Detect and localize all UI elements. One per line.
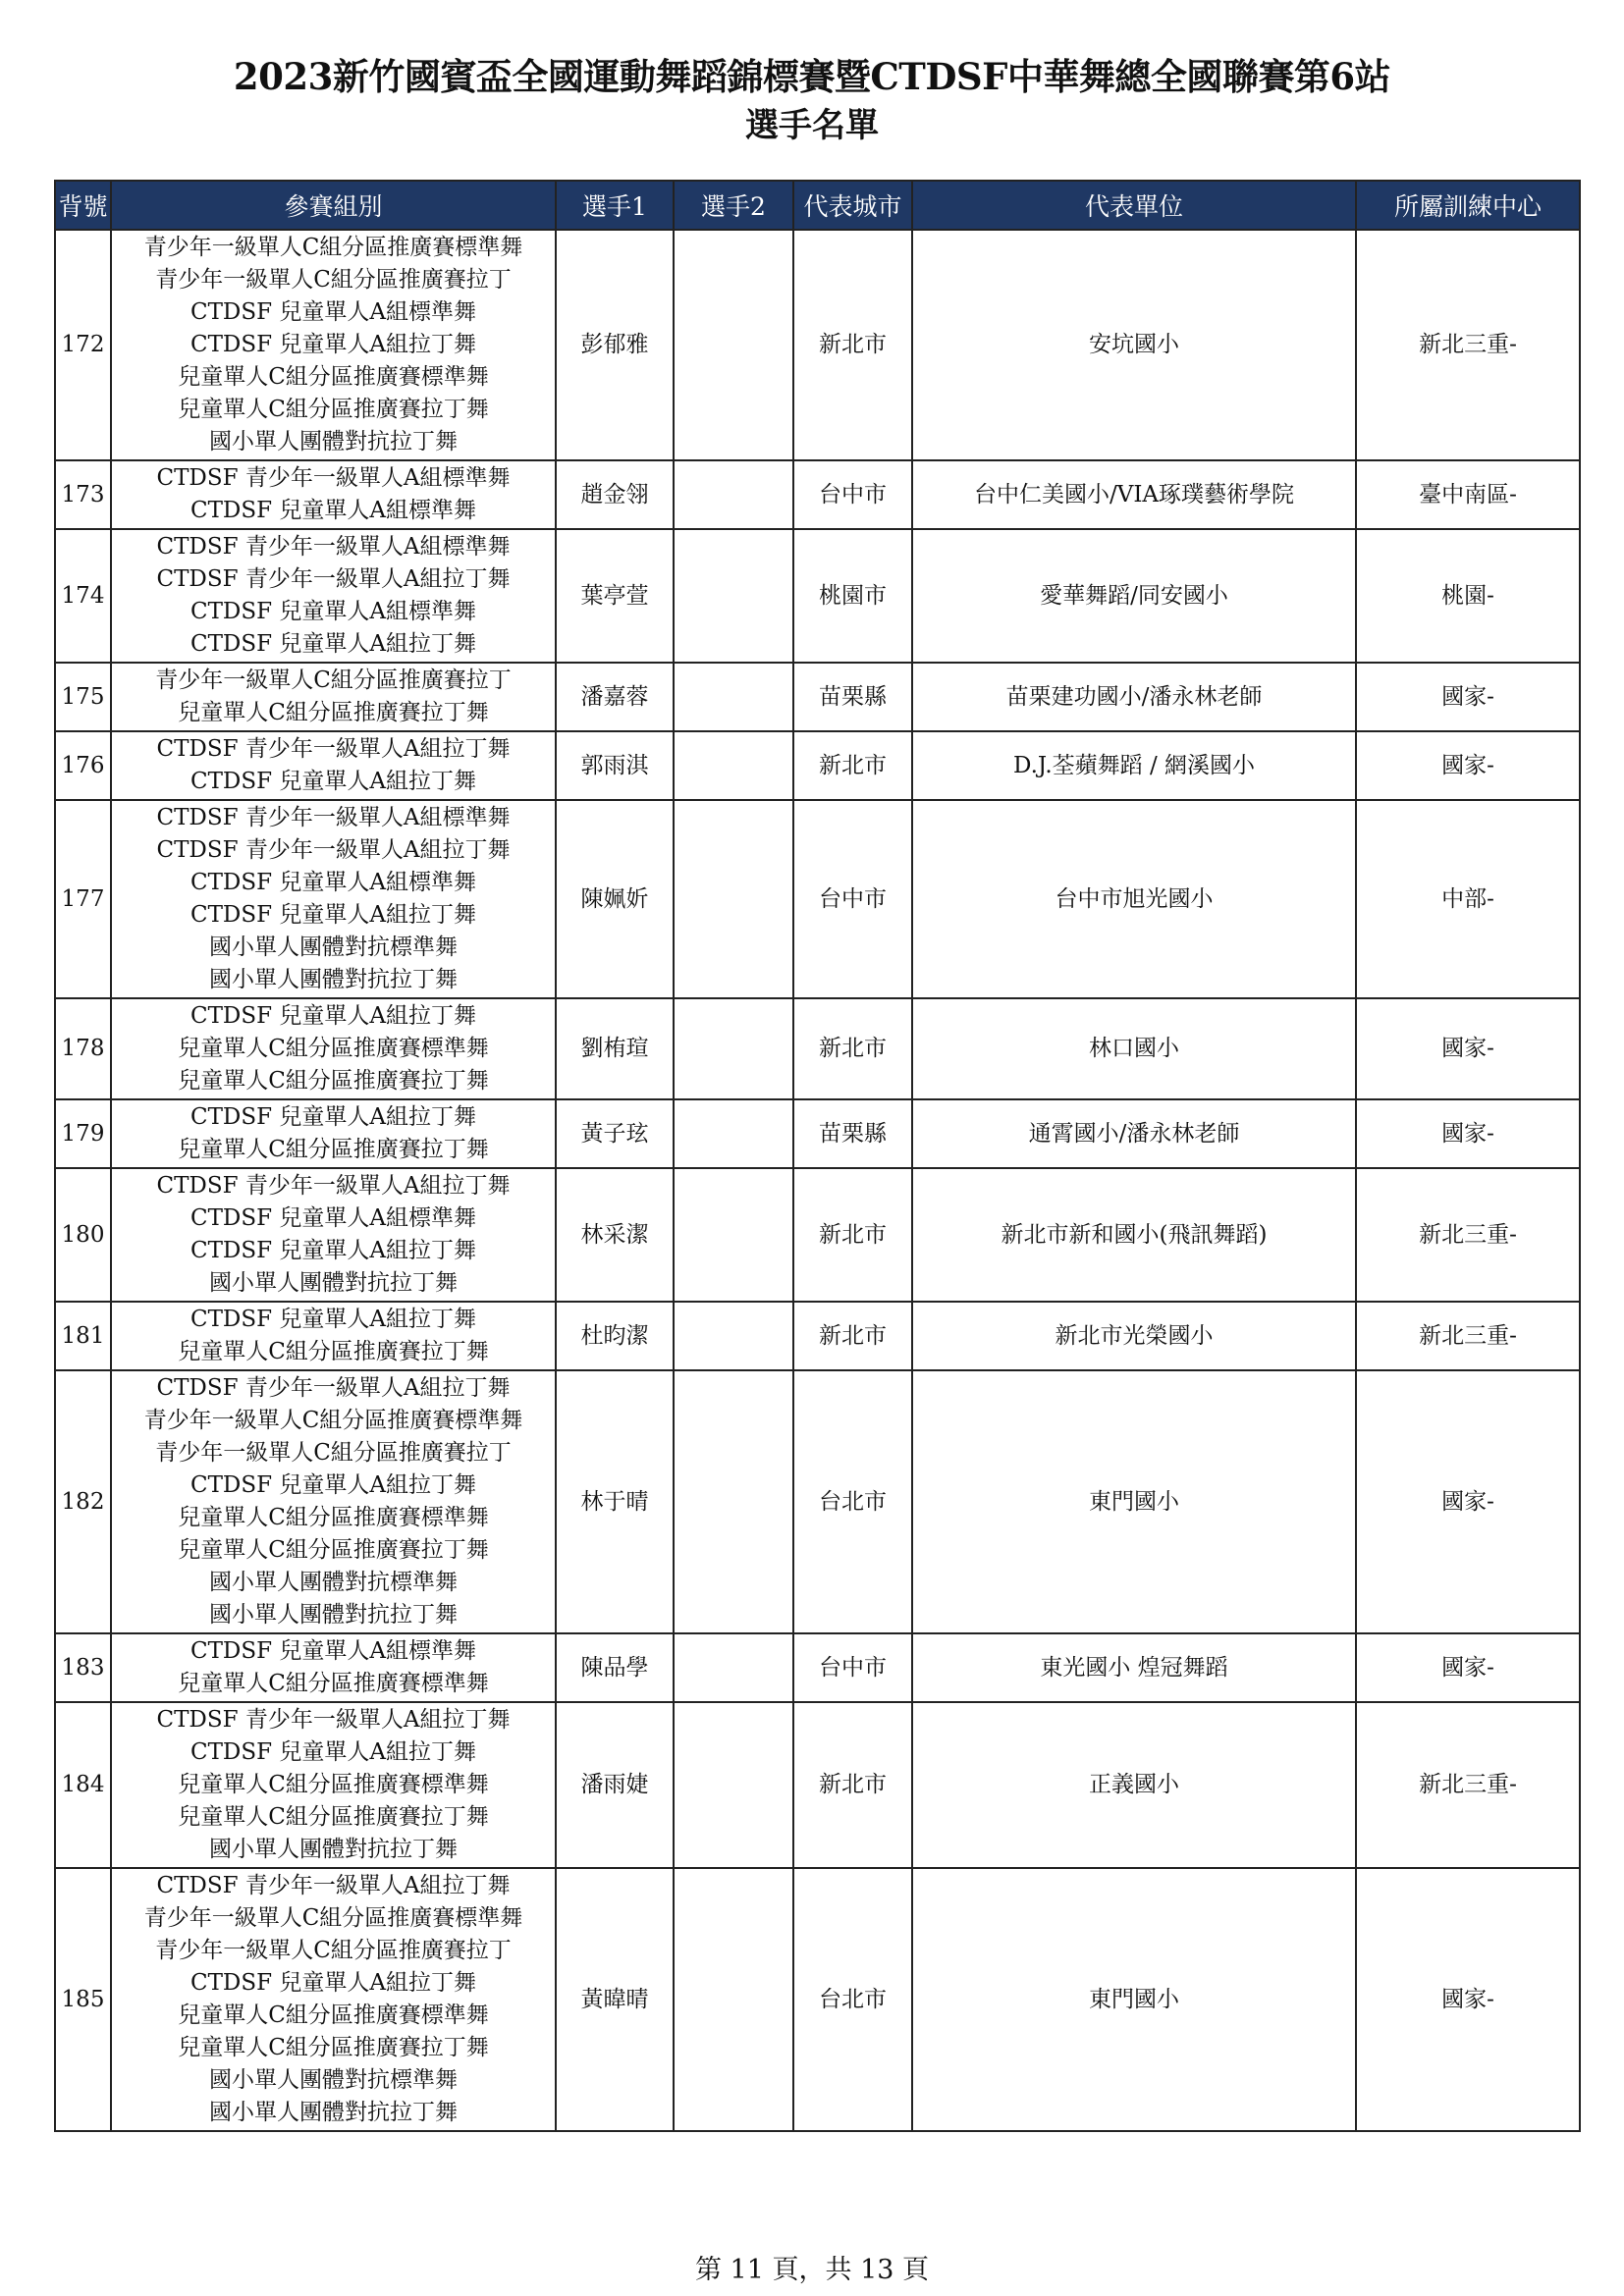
player1-cell: 彭郁雅 xyxy=(556,230,674,460)
category-line: CTDSF 兒童單人A組拉丁舞 xyxy=(189,769,476,794)
category-line: CTDSF 兒童單人A組拉丁舞 xyxy=(189,902,476,928)
column-header-city: 代表城市 xyxy=(793,181,912,230)
category-line: CTDSF 青少年一級單人A組標準舞 xyxy=(156,534,511,560)
table-row xyxy=(55,1370,1580,1633)
city-cell: 苗栗縣 xyxy=(793,663,912,731)
city-cell: 台北市 xyxy=(793,1370,912,1633)
unit-cell: 林口國小 xyxy=(912,998,1356,1099)
table-row xyxy=(55,460,1580,529)
player2-cell xyxy=(674,1868,793,2131)
bib-cell: 185 xyxy=(55,1868,111,2131)
page-number: 第 11 頁，共 13 頁 xyxy=(694,2255,930,2285)
category-line: 兒童單人C組分區推廣賽拉丁舞 xyxy=(178,2035,489,2060)
bib-cell: 178 xyxy=(55,998,111,1099)
player1-cell: 林于晴 xyxy=(556,1370,674,1633)
center-cell: 國家- xyxy=(1356,1633,1580,1702)
category-line: 兒童單人C組分區推廣賽標準舞 xyxy=(178,364,489,390)
city-cell: 台中市 xyxy=(793,460,912,529)
player2-cell xyxy=(674,1633,793,1702)
category-line: CTDSF 兒童單人A組拉丁舞 xyxy=(189,1003,476,1029)
category-line: CTDSF 兒童單人A組拉丁舞 xyxy=(189,1739,476,1765)
column-header-category: 參賽組別 xyxy=(111,181,556,230)
player1-cell: 林采潔 xyxy=(556,1168,674,1302)
column-header-unit: 代表單位 xyxy=(912,181,1356,230)
city-cell: 新北市 xyxy=(793,1168,912,1302)
column-header-bib: 背號 xyxy=(55,181,111,230)
bib-cell: 182 xyxy=(55,1370,111,1633)
category-line: 兒童單人C組分區推廣賽標準舞 xyxy=(178,2002,489,2028)
player2-cell xyxy=(674,663,793,731)
roster-table xyxy=(54,180,1581,2132)
unit-cell: 新北市光榮國小 xyxy=(912,1302,1356,1370)
player2-cell xyxy=(674,998,793,1099)
category-line: 兒童單人C組分區推廣賽拉丁舞 xyxy=(178,1537,489,1563)
unit-cell: 台中市旭光國小 xyxy=(912,800,1356,998)
player2-cell xyxy=(674,230,793,460)
category-cell xyxy=(111,998,556,1099)
center-cell: 國家- xyxy=(1356,1099,1580,1168)
unit-cell: 苗栗建功國小/潘永林老師 xyxy=(912,663,1356,731)
table-row xyxy=(55,1168,1580,1302)
category-line: 兒童單人C組分區推廣賽拉丁舞 xyxy=(178,1137,489,1162)
category-line: 國小單人團體對抗拉丁舞 xyxy=(209,1602,458,1628)
bib-cell: 180 xyxy=(55,1168,111,1302)
player1-cell: 陳姵妡 xyxy=(556,800,674,998)
player2-cell xyxy=(674,1168,793,1302)
table-row xyxy=(55,663,1580,731)
bib-cell: 179 xyxy=(55,1099,111,1168)
table-row xyxy=(55,1633,1580,1702)
city-cell: 新北市 xyxy=(793,1702,912,1868)
page-title: 2023新竹國賓盃全國運動舞蹈錦標賽暨CTDSF中華舞總全國聯賽第6站 xyxy=(233,55,1391,98)
category-line: CTDSF 兒童單人A組標準舞 xyxy=(189,498,476,523)
category-line: CTDSF 兒童單人A組拉丁舞 xyxy=(189,332,476,357)
category-line: 國小單人團體對抗拉丁舞 xyxy=(209,1270,458,1296)
player2-cell xyxy=(674,731,793,800)
center-cell: 國家- xyxy=(1356,663,1580,731)
bib-cell: 172 xyxy=(55,230,111,460)
category-cell xyxy=(111,731,556,800)
category-line: CTDSF 青少年一級單人A組標準舞 xyxy=(156,465,511,491)
category-cell xyxy=(111,1168,556,1302)
table-row xyxy=(55,529,1580,663)
category-line: 國小單人團體對抗拉丁舞 xyxy=(209,429,458,454)
unit-cell: 新北市新和國小(飛訊舞蹈) xyxy=(912,1168,1356,1302)
category-line: CTDSF 兒童單人A組拉丁舞 xyxy=(189,1104,476,1130)
category-line: CTDSF 兒童單人A組拉丁舞 xyxy=(189,1238,476,1263)
category-line: 國小單人團體對抗標準舞 xyxy=(209,2067,458,2093)
unit-cell: 正義國小 xyxy=(912,1702,1356,1868)
center-cell: 新北三重- xyxy=(1356,230,1580,460)
player1-cell: 葉亭萱 xyxy=(556,529,674,663)
player1-cell: 潘嘉蓉 xyxy=(556,663,674,731)
city-cell: 新北市 xyxy=(793,998,912,1099)
center-cell: 國家- xyxy=(1356,998,1580,1099)
unit-cell: 愛華舞蹈/同安國小 xyxy=(912,529,1356,663)
page-subtitle: 選手名單 xyxy=(745,106,879,145)
category-line: CTDSF 兒童單人A組標準舞 xyxy=(189,599,476,624)
table-row xyxy=(55,800,1580,998)
category-line: 兒童單人C組分區推廣賽拉丁舞 xyxy=(178,1339,489,1364)
unit-cell: 台中仁美國小/VIA琢璞藝術學院 xyxy=(912,460,1356,529)
category-line: CTDSF 兒童單人A組拉丁舞 xyxy=(189,1307,476,1332)
category-line: 兒童單人C組分區推廣賽標準舞 xyxy=(178,1036,489,1061)
table-body xyxy=(55,230,1580,2131)
category-line: 青少年一級單人C組分區推廣賽拉丁 xyxy=(155,1440,512,1466)
player2-cell xyxy=(674,529,793,663)
bib-cell: 177 xyxy=(55,800,111,998)
unit-cell: 東光國小 煌冠舞蹈 xyxy=(912,1633,1356,1702)
player1-cell: 潘雨婕 xyxy=(556,1702,674,1868)
category-line: CTDSF 兒童單人A組拉丁舞 xyxy=(189,631,476,657)
center-cell: 臺中南區- xyxy=(1356,460,1580,529)
table-row xyxy=(55,731,1580,800)
city-cell: 桃園市 xyxy=(793,529,912,663)
table-row xyxy=(55,1099,1580,1168)
category-cell xyxy=(111,1868,556,2131)
category-line: 兒童單人C組分區推廣賽標準舞 xyxy=(178,1505,489,1530)
player1-cell: 黃子玹 xyxy=(556,1099,674,1168)
bib-cell: 183 xyxy=(55,1633,111,1702)
category-line: CTDSF 青少年一級單人A組拉丁舞 xyxy=(156,1873,511,1898)
player1-cell: 陳品學 xyxy=(556,1633,674,1702)
center-cell: 桃園- xyxy=(1356,529,1580,663)
table-row xyxy=(55,1868,1580,2131)
center-cell: 新北三重- xyxy=(1356,1702,1580,1868)
city-cell: 台中市 xyxy=(793,1633,912,1702)
unit-cell: 東門國小 xyxy=(912,1370,1356,1633)
category-line: 青少年一級單人C組分區推廣賽拉丁 xyxy=(155,1938,512,1963)
category-line: 兒童單人C組分區推廣賽拉丁舞 xyxy=(178,397,489,422)
unit-cell: 東門國小 xyxy=(912,1868,1356,2131)
player1-cell: 杜昀潔 xyxy=(556,1302,674,1370)
category-cell xyxy=(111,1099,556,1168)
category-line: CTDSF 兒童單人A組標準舞 xyxy=(189,1638,476,1664)
category-cell xyxy=(111,800,556,998)
category-line: CTDSF 青少年一級單人A組拉丁舞 xyxy=(156,1173,511,1199)
category-line: CTDSF 青少年一級單人A組標準舞 xyxy=(156,805,511,830)
category-line: 青少年一級單人C組分區推廣賽拉丁 xyxy=(155,667,512,693)
table-row xyxy=(55,1702,1580,1868)
category-line: 國小單人團體對抗拉丁舞 xyxy=(209,1837,458,1862)
center-cell: 國家- xyxy=(1356,1868,1580,2131)
unit-cell: D.J.荃蘋舞蹈 / 網溪國小 xyxy=(912,731,1356,800)
category-line: CTDSF 青少年一級單人A組拉丁舞 xyxy=(156,837,511,863)
category-line: 兒童單人C組分區推廣賽拉丁舞 xyxy=(178,700,489,725)
category-cell xyxy=(111,460,556,529)
category-line: CTDSF 兒童單人A組標準舞 xyxy=(189,870,476,895)
city-cell: 新北市 xyxy=(793,1302,912,1370)
category-line: 國小單人團體對抗拉丁舞 xyxy=(209,967,458,992)
player2-cell xyxy=(674,460,793,529)
category-line: CTDSF 兒童單人A組拉丁舞 xyxy=(189,1970,476,1996)
category-line: 兒童單人C組分區推廣賽標準舞 xyxy=(178,1671,489,1696)
player1-cell: 劉栯瑄 xyxy=(556,998,674,1099)
category-line: 兒童單人C組分區推廣賽拉丁舞 xyxy=(178,1068,489,1094)
category-cell xyxy=(111,663,556,731)
category-line: CTDSF 青少年一級單人A組拉丁舞 xyxy=(156,566,511,592)
category-cell xyxy=(111,1302,556,1370)
bib-cell: 173 xyxy=(55,460,111,529)
player2-cell xyxy=(674,800,793,998)
category-line: CTDSF 青少年一級單人A組拉丁舞 xyxy=(156,736,511,762)
column-header-center: 所屬訓練中心 xyxy=(1356,181,1580,230)
table-row xyxy=(55,230,1580,460)
category-line: 兒童單人C組分區推廣賽標準舞 xyxy=(178,1772,489,1797)
category-line: CTDSF 兒童單人A組標準舞 xyxy=(189,299,476,325)
player2-cell xyxy=(674,1702,793,1868)
category-line: 國小單人團體對抗拉丁舞 xyxy=(209,2100,458,2125)
bib-cell: 181 xyxy=(55,1302,111,1370)
player1-cell: 趙金翎 xyxy=(556,460,674,529)
bib-cell: 184 xyxy=(55,1702,111,1868)
player2-cell xyxy=(674,1302,793,1370)
column-header-player2: 選手2 xyxy=(674,181,793,230)
bib-cell: 175 xyxy=(55,663,111,731)
city-cell: 台北市 xyxy=(793,1868,912,2131)
city-cell: 新北市 xyxy=(793,731,912,800)
column-header-player1: 選手1 xyxy=(556,181,674,230)
category-cell xyxy=(111,1702,556,1868)
category-cell xyxy=(111,230,556,460)
category-line: 青少年一級單人C組分區推廣賽標準舞 xyxy=(143,235,523,260)
bib-cell: 176 xyxy=(55,731,111,800)
player1-cell: 黃暐晴 xyxy=(556,1868,674,2131)
player2-cell xyxy=(674,1099,793,1168)
category-line: 國小單人團體對抗標準舞 xyxy=(209,1570,458,1595)
category-cell xyxy=(111,1633,556,1702)
center-cell: 新北三重- xyxy=(1356,1168,1580,1302)
title-block xyxy=(0,51,1624,149)
table-row xyxy=(55,998,1580,1099)
category-line: 兒童單人C組分區推廣賽拉丁舞 xyxy=(178,1804,489,1830)
city-cell: 新北市 xyxy=(793,230,912,460)
table-row xyxy=(55,1302,1580,1370)
category-cell xyxy=(111,1370,556,1633)
category-line: CTDSF 青少年一級單人A組拉丁舞 xyxy=(156,1707,511,1733)
category-line: 青少年一級單人C組分區推廣賽標準舞 xyxy=(143,1408,523,1433)
category-line: CTDSF 青少年一級單人A組拉丁舞 xyxy=(156,1375,511,1401)
category-line: 國小單人團體對抗標準舞 xyxy=(209,934,458,960)
category-line: CTDSF 兒童單人A組拉丁舞 xyxy=(189,1472,476,1498)
category-cell xyxy=(111,529,556,663)
unit-cell: 通霄國小/潘永林老師 xyxy=(912,1099,1356,1168)
city-cell: 台中市 xyxy=(793,800,912,998)
city-cell: 苗栗縣 xyxy=(793,1099,912,1168)
category-line: 青少年一級單人C組分區推廣賽標準舞 xyxy=(143,1905,523,1931)
category-line: 青少年一級單人C組分區推廣賽拉丁 xyxy=(155,267,512,293)
center-cell: 新北三重- xyxy=(1356,1302,1580,1370)
bib-cell: 174 xyxy=(55,529,111,663)
unit-cell: 安坑國小 xyxy=(912,230,1356,460)
player1-cell: 郭雨淇 xyxy=(556,731,674,800)
center-cell: 國家- xyxy=(1356,1370,1580,1633)
center-cell: 國家- xyxy=(1356,731,1580,800)
player2-cell xyxy=(674,1370,793,1633)
category-line: CTDSF 兒童單人A組標準舞 xyxy=(189,1205,476,1231)
table-header-row xyxy=(55,181,1580,230)
center-cell: 中部- xyxy=(1356,800,1580,998)
